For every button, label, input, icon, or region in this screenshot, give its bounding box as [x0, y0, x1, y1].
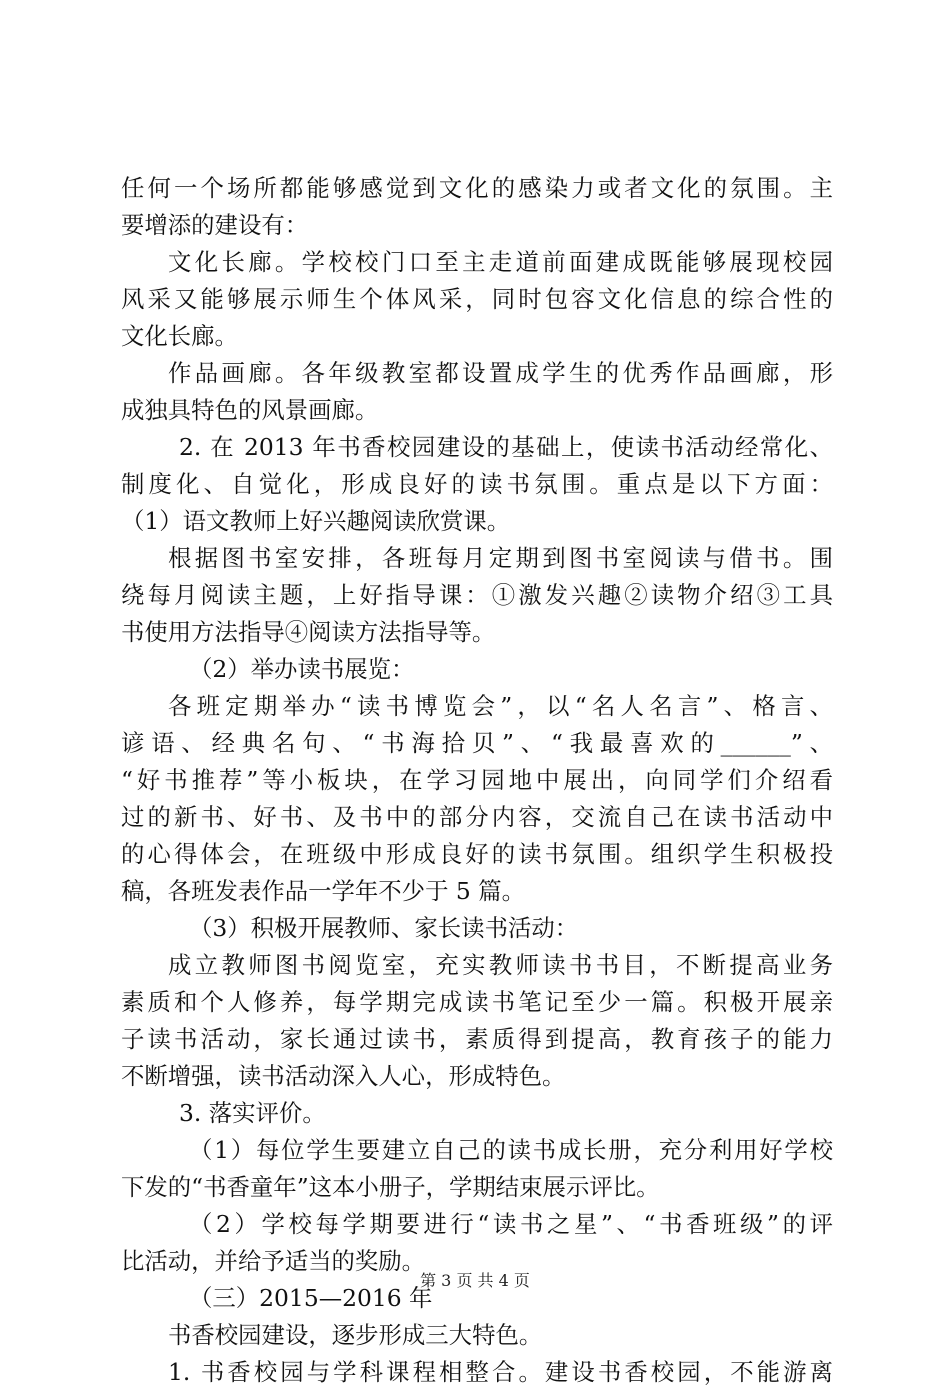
text-line: （2）学校每学期要进行“读书之星”、“书香班级”的评 [189, 1210, 833, 1238]
text-line: 比活动，并给予适当的奖励。 [121, 1247, 426, 1275]
text-line: 绕每月阅读主题，上好指导课：①激发兴趣②读物介绍③工具 [121, 581, 833, 609]
text-line: “好书推荐”等小板块，在学习园地中展出，向同学们介绍看 [121, 766, 833, 794]
text-line: （3）积极开展教师、家长读书活动： [189, 914, 579, 942]
text-line: 制度化、自觉化，形成良好的读书氛围。重点是以下方面： [121, 470, 833, 498]
text-line: 根据图书室安排，各班每月定期到图书室阅读与借书。围 [168, 544, 833, 572]
text-line: 子读书活动，家长通过读书，素质得到提高，教育孩子的能力 [121, 1025, 833, 1053]
text-line: 风采又能够展示师生个体风采，同时包容文化信息的综合性的 [121, 285, 833, 313]
text-line: （1）语文教师上好兴趣阅读欣赏课。 [121, 507, 511, 535]
text-line: 不断增强，读书活动深入人心，形成特色。 [121, 1062, 566, 1090]
text-line: 过的新书、好书、及书中的部分内容，交流自己在读书活动中 [121, 803, 833, 831]
text-line: 素质和个人修养，每学期完成读书笔记至少一篇。积极开展亲 [121, 988, 833, 1016]
text-line: 2. 在 2013 年书香校园建设的基础上，使读书活动经常化、 [179, 433, 833, 461]
text-line: 书香校园建设，逐步形成三大特色。 [168, 1321, 543, 1349]
text-line: 各班定期举办“读书博览会”，以“名人名言”、格言、 [168, 692, 833, 720]
text-line: （2）举办读书展览： [189, 655, 415, 683]
text-line: 3. 落实评价。 [179, 1099, 326, 1127]
text-line: 成独具特色的风景画廊。 [121, 396, 379, 424]
text-line: 文化长廊。 [121, 322, 238, 350]
text-line: （1）每位学生要建立自己的读书成长册，充分利用好学校 [189, 1136, 833, 1164]
text-line: 谚语、经典名句、“书海拾贝”、“我最喜欢的______”、 [121, 729, 833, 757]
text-line: 作品画廊。各年级教室都设置成学生的优秀作品画廊，形 [168, 359, 833, 387]
text-line: （三）2015—2016 年 [189, 1284, 433, 1312]
text-line: 书使用方法指导④阅读方法指导等。 [121, 618, 496, 646]
text-line: 文化长廊。学校校门口至主走道前面建成既能够展现校园 [168, 248, 833, 276]
text-line: 稿，各班发表作品一学年不少于 5 篇。 [121, 877, 526, 905]
text-line: 1. 书香校园与学科课程相整合。建设书香校园，不能游离 [168, 1358, 833, 1386]
text-line: 成立教师图书阅览室，充实教师读书书目，不断提高业务 [168, 951, 833, 979]
text-line: 的心得体会，在班级中形成良好的读书氛围。组织学生积极投 [121, 840, 833, 868]
text-line: 任何一个场所都能够感觉到文化的感染力或者文化的氛围。主 [121, 174, 833, 202]
text-line: 下发的“书香童年”这本小册子，学期结束展示评比。 [121, 1173, 660, 1201]
document-body [121, 170, 833, 1391]
text-line: 要增添的建设有： [121, 211, 309, 239]
page-number-footer: 第 3 页 共 4 页 [420, 1271, 530, 1290]
